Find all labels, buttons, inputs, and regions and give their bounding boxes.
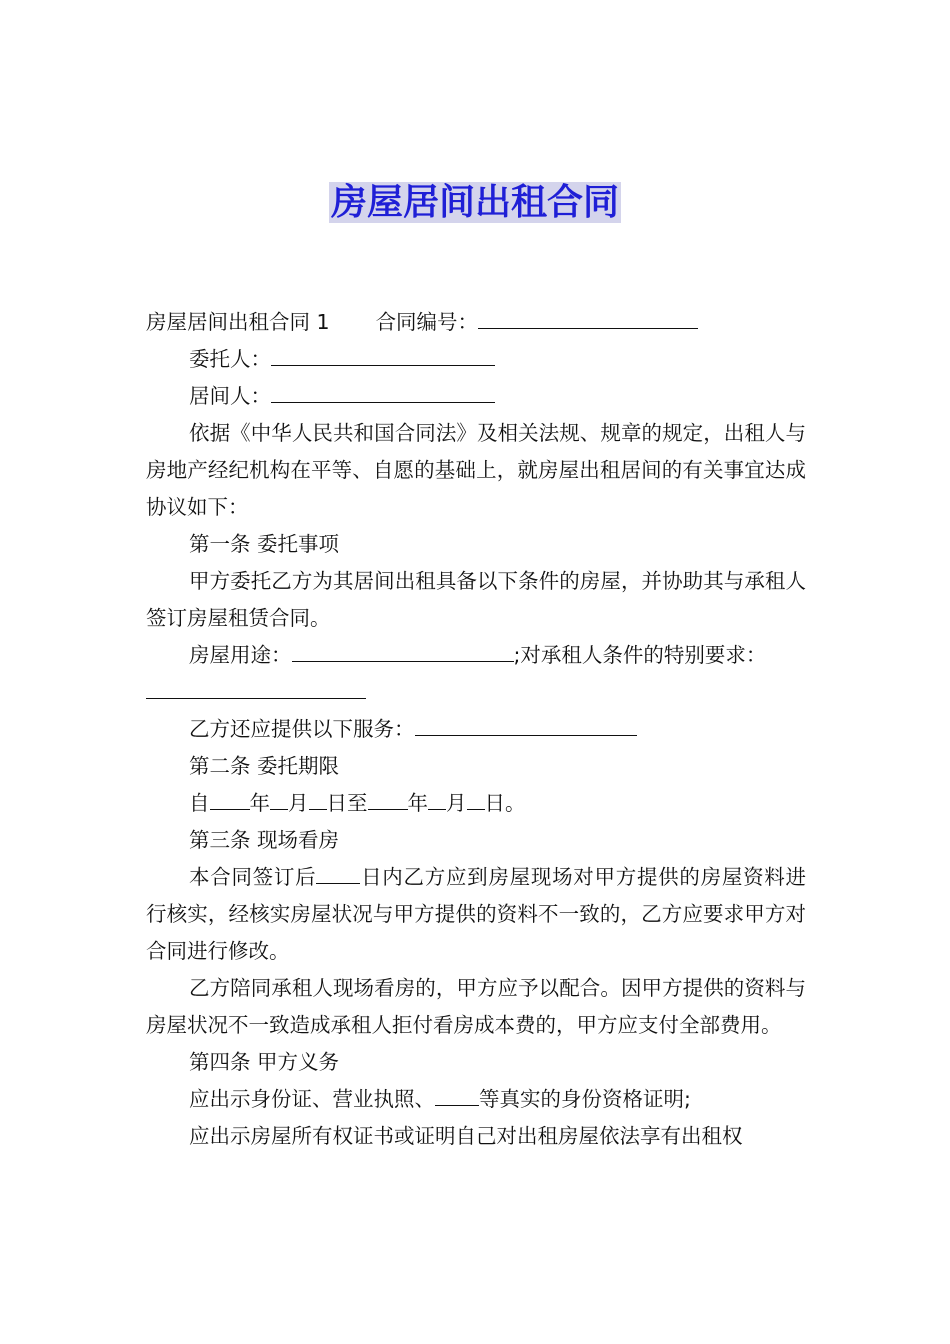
contract-number-label: 合同编号： (375, 310, 479, 334)
service-blank (415, 713, 637, 736)
contract-number-blank (478, 306, 698, 329)
usage-line (146, 637, 806, 674)
period-day-to: 日至 (326, 791, 368, 815)
agent-line (146, 378, 806, 415)
year-blank (210, 787, 250, 810)
usage-label: 房屋用途： (189, 643, 292, 667)
article-4-item-b: 应出示房屋所有权证书或证明自己对出租房屋依法享有出租权 (189, 1124, 743, 1148)
entrusting-party-blank (271, 343, 495, 366)
period-year: 年 (407, 791, 428, 815)
article-3-paragraph-b: 乙方陪同承租人现场看房的，甲方应予以配合。因甲方提供的资料与房屋状况不一致造成承租人拒付看房成本费的，甲方应支付全部费用。 (146, 976, 806, 1037)
article-4-title: 第四条 甲方义务 (189, 1050, 340, 1074)
year-blank (368, 787, 408, 810)
usage-blank (292, 639, 514, 662)
contract-name: 房屋居间出租合同 1 (146, 310, 330, 334)
entrusting-party-label: 委托人： (189, 347, 271, 371)
period-year: 年 (249, 791, 270, 815)
period-day: 日。 (484, 791, 526, 815)
article-3-title: 第三条 现场看房 (189, 828, 340, 852)
article-1-paragraph: 甲方委托乙方为其居间出租具备以下条件的房屋，并协助其与承租人签订房屋租赁合同。 (146, 569, 806, 630)
article-3-paragraph-a (146, 859, 806, 970)
document-body (146, 304, 806, 1155)
agent-label: 居间人： (189, 384, 271, 408)
entrusting-party-line (146, 341, 806, 378)
article-4-text: 等真实的身份资格证明; (479, 1087, 691, 1111)
article-3-text: 本合同签订后 (189, 865, 317, 889)
special-requirement-label: ;对承租人条件的特别要求： (513, 643, 767, 667)
special-requirement-blank (146, 676, 366, 699)
month-blank (270, 787, 288, 810)
service-line (146, 711, 806, 748)
period-line (146, 785, 806, 822)
period-month: 月 (288, 791, 309, 815)
days-blank (316, 861, 360, 884)
document-blank (435, 1083, 479, 1106)
document-title: 房屋居间出租合同 (330, 182, 619, 223)
basis-paragraph: 依据《中华人民共和国合同法》及相关法规、规章的规定，出租人与房地产经纪机构在平等、自愿的基础上，就房屋出租居间的有关事宜达成协议如下： (146, 421, 806, 519)
contract-header-line (146, 304, 806, 341)
special-requirement-line (146, 674, 806, 711)
agent-blank (271, 380, 495, 403)
period-from: 自 (189, 791, 210, 815)
article-3-text: 日内乙方应到房屋现场对甲方提供的房屋资料进行核实，经核实房屋状况与甲方提供的资料不一致的，乙方应要求甲方对合同进行修改。 (146, 865, 807, 963)
month-blank (428, 787, 446, 810)
article-4-item-a (146, 1081, 806, 1118)
article-2-title: 第二条 委托期限 (189, 754, 340, 778)
article-1-title: 第一条 委托事项 (189, 532, 340, 556)
day-blank (309, 787, 327, 810)
day-blank (467, 787, 485, 810)
service-label: 乙方还应提供以下服务： (189, 717, 415, 741)
period-month: 月 (446, 791, 467, 815)
article-4-text: 应出示身份证、营业执照、 (189, 1087, 435, 1111)
